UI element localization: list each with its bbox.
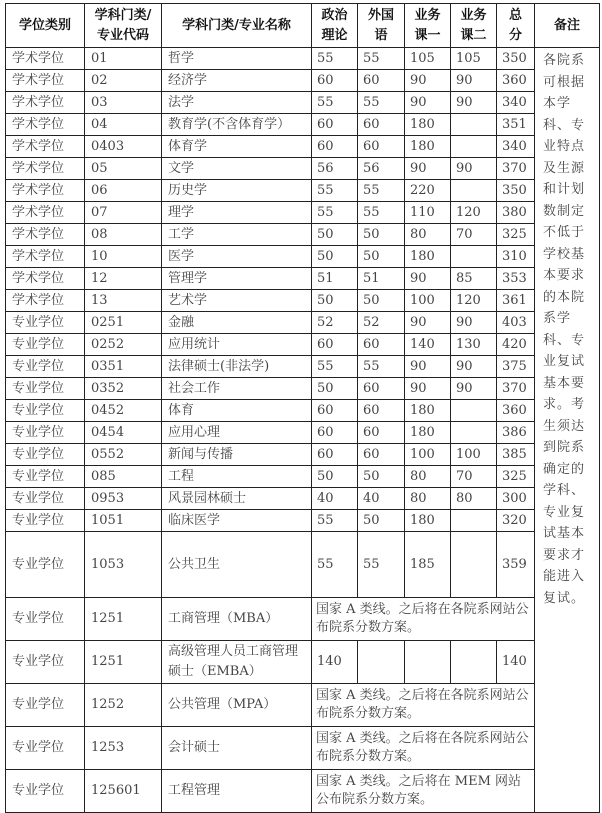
total-score-cell: 300 [497,488,535,510]
total-score-cell: 351 [497,114,535,136]
total-score-cell: 359 [497,532,535,598]
politics-score-cell: 60 [312,114,358,136]
table-row [6,158,600,180]
major-name-cell: 公共卫生 [162,532,312,598]
note-cell: 国家 A 类线。之后将在 MEM 网站公布院系分数方案。 [312,770,535,813]
code-cell: 1053 [85,532,162,598]
total-score-cell: 370 [497,158,535,180]
major-name-cell: 社会工作 [162,378,312,400]
course-2-score-cell [451,246,497,268]
foreign-language-score-cell: 55 [358,532,405,598]
course-2-score-cell [451,114,497,136]
code-cell: 085 [85,466,162,488]
politics-score-cell: 50 [312,224,358,246]
major-name-cell: 文学 [162,158,312,180]
course-1-score-cell: 180 [405,400,451,422]
total-score-cell: 353 [497,268,535,290]
course-2-score-cell: 90 [451,312,497,334]
foreign-language-score-cell: 55 [358,356,405,378]
politics-score-cell: 60 [312,334,358,356]
degree-type-cell: 专业学位 [6,356,85,378]
total-score-cell: 325 [497,466,535,488]
major-name-cell: 医学 [162,246,312,268]
code-cell: 0252 [85,334,162,356]
course-2-score-cell [451,422,497,444]
degree-type-cell: 专业学位 [6,641,85,684]
table-row [6,378,600,400]
code-cell: 0953 [85,488,162,510]
politics-score-cell: 55 [312,202,358,224]
code-cell: 05 [85,158,162,180]
table-row [6,114,600,136]
code-cell: 1251 [85,641,162,684]
foreign-language-score-cell: 56 [358,158,405,180]
table-row [6,770,600,813]
politics-score-cell: 140 [312,641,358,684]
course-1-score-cell: 220 [405,180,451,202]
degree-type-cell: 专业学位 [6,334,85,356]
politics-score-cell: 50 [312,290,358,312]
note-cell: 国家 A 类线。之后将在各院系网站公布院系分数方案。 [312,684,535,727]
total-score-cell: 350 [497,48,535,70]
header-course-1: 业务 课一 [405,4,451,48]
major-name-cell: 应用统计 [162,334,312,356]
degree-type-cell: 专业学位 [6,598,85,641]
course-1-score-cell: 180 [405,136,451,158]
table-row [6,488,600,510]
course-1-score-cell: 80 [405,224,451,246]
degree-type-cell: 学术学位 [6,136,85,158]
politics-score-cell: 55 [312,180,358,202]
politics-score-cell: 55 [312,92,358,114]
course-2-score-cell: 120 [451,202,497,224]
degree-type-cell: 专业学位 [6,378,85,400]
course-2-score-cell: 120 [451,290,497,312]
degree-type-cell: 学术学位 [6,92,85,114]
foreign-language-score-cell: 50 [358,510,405,532]
major-name-cell: 工程 [162,466,312,488]
foreign-language-score-cell: 60 [358,400,405,422]
total-score-cell: 420 [497,334,535,356]
foreign-language-score-cell: 40 [358,488,405,510]
table-row [6,444,600,466]
table-row [6,532,600,598]
major-name-cell: 工学 [162,224,312,246]
course-2-score-cell: 100 [451,444,497,466]
politics-score-cell: 50 [312,378,358,400]
code-cell: 0251 [85,312,162,334]
course-2-score-cell [451,400,497,422]
major-name-cell: 应用心理 [162,422,312,444]
table-row [6,268,600,290]
major-name-cell: 工商管理（MBA） [162,598,312,641]
code-cell: 1251 [85,598,162,641]
table-row [6,136,600,158]
foreign-language-score-cell [358,641,405,684]
table-row [6,641,600,684]
politics-score-cell: 50 [312,466,358,488]
score-table [5,3,600,813]
major-name-cell: 工程管理 [162,770,312,813]
code-cell: 10 [85,246,162,268]
table-row [6,466,600,488]
politics-score-cell: 55 [312,510,358,532]
foreign-language-score-cell: 50 [358,224,405,246]
header-foreign-language: 外国 语 [358,4,405,48]
table-row [6,727,600,770]
code-cell: 125601 [85,770,162,813]
foreign-language-score-cell: 55 [358,180,405,202]
course-2-score-cell: 90 [451,356,497,378]
code-cell: 03 [85,92,162,114]
course-1-score-cell: 80 [405,488,451,510]
code-cell: 1252 [85,684,162,727]
politics-score-cell: 60 [312,400,358,422]
header-code: 学科门类/ 专业代码 [85,4,162,48]
course-2-score-cell [451,510,497,532]
major-name-cell: 哲学 [162,48,312,70]
course-2-score-cell [451,641,497,684]
course-1-score-cell: 90 [405,378,451,400]
total-score-cell: 386 [497,422,535,444]
politics-score-cell: 50 [312,246,358,268]
header-degree-type: 学位类别 [6,4,85,48]
course-1-score-cell: 90 [405,268,451,290]
course-1-score-cell: 90 [405,312,451,334]
major-name-cell: 法学 [162,92,312,114]
foreign-language-score-cell: 60 [358,444,405,466]
degree-type-cell: 专业学位 [6,312,85,334]
politics-score-cell: 60 [312,444,358,466]
table-row [6,246,600,268]
course-2-score-cell: 70 [451,466,497,488]
major-name-cell: 会计硕士 [162,727,312,770]
course-1-score-cell: 100 [405,290,451,312]
major-name-cell: 历史学 [162,180,312,202]
table-row [6,422,600,444]
politics-score-cell: 55 [312,48,358,70]
politics-score-cell: 55 [312,356,358,378]
degree-type-cell: 专业学位 [6,466,85,488]
total-score-cell: 403 [497,312,535,334]
total-score-cell: 320 [497,510,535,532]
major-name-cell: 艺术学 [162,290,312,312]
course-1-score-cell: 80 [405,466,451,488]
major-name-cell: 风景园林硕士 [162,488,312,510]
politics-score-cell: 60 [312,422,358,444]
foreign-language-score-cell: 60 [358,422,405,444]
foreign-language-score-cell: 55 [358,48,405,70]
course-1-score-cell [405,641,451,684]
code-cell: 0403 [85,136,162,158]
degree-type-cell: 专业学位 [6,444,85,466]
foreign-language-score-cell: 60 [358,136,405,158]
total-score-cell: 340 [497,92,535,114]
table-row [6,400,600,422]
foreign-language-score-cell: 60 [358,114,405,136]
table-row [6,92,600,114]
course-1-score-cell: 180 [405,510,451,532]
foreign-language-score-cell: 60 [358,378,405,400]
foreign-language-score-cell: 51 [358,268,405,290]
major-name-cell: 理学 [162,202,312,224]
course-1-score-cell: 90 [405,158,451,180]
code-cell: 06 [85,180,162,202]
code-cell: 12 [85,268,162,290]
degree-type-cell: 专业学位 [6,770,85,813]
total-score-cell: 385 [497,444,535,466]
course-2-score-cell [451,136,497,158]
course-1-score-cell: 110 [405,202,451,224]
table-row [6,312,600,334]
course-2-score-cell: 90 [451,158,497,180]
politics-score-cell: 60 [312,136,358,158]
total-score-cell: 340 [497,136,535,158]
total-score-cell: 325 [497,224,535,246]
total-score-cell: 310 [497,246,535,268]
foreign-language-score-cell: 50 [358,290,405,312]
code-cell: 0352 [85,378,162,400]
code-cell: 01 [85,48,162,70]
code-cell: 0454 [85,422,162,444]
course-1-score-cell: 180 [405,246,451,268]
header-total: 总 分 [497,4,535,48]
course-2-score-cell: 90 [451,70,497,92]
foreign-language-score-cell: 55 [358,92,405,114]
course-1-score-cell: 100 [405,444,451,466]
degree-type-cell: 专业学位 [6,684,85,727]
table-row [6,334,600,356]
course-2-score-cell [451,180,497,202]
foreign-language-score-cell: 60 [358,70,405,92]
code-cell: 1051 [85,510,162,532]
total-score-cell: 140 [497,641,535,684]
code-cell: 13 [85,290,162,312]
politics-score-cell: 55 [312,532,358,598]
politics-score-cell: 51 [312,268,358,290]
course-1-score-cell: 140 [405,334,451,356]
course-2-score-cell: 70 [451,224,497,246]
major-name-cell: 临床医学 [162,510,312,532]
course-1-score-cell: 90 [405,70,451,92]
header-row [6,4,600,48]
degree-type-cell: 学术学位 [6,70,85,92]
note-cell: 国家 A 类线。之后将在各院系网站公布院系分数方案。 [312,727,535,770]
total-score-cell: 350 [497,180,535,202]
major-name-cell: 公共管理（MPA） [162,684,312,727]
table-row [6,180,600,202]
course-1-score-cell: 185 [405,532,451,598]
foreign-language-score-cell: 50 [358,466,405,488]
total-score-cell: 361 [497,290,535,312]
major-name-cell: 高级管理人员工商管理硕士（EMBA） [162,641,312,684]
degree-type-cell: 专业学位 [6,532,85,598]
total-score-cell: 380 [497,202,535,224]
header-course-2: 业务 课二 [451,4,497,48]
major-name-cell: 金融 [162,312,312,334]
degree-type-cell: 专业学位 [6,488,85,510]
foreign-language-score-cell: 52 [358,312,405,334]
table-row [6,202,600,224]
degree-type-cell: 学术学位 [6,180,85,202]
table-row [6,356,600,378]
course-1-score-cell: 180 [405,422,451,444]
table-row [6,510,600,532]
code-cell: 0552 [85,444,162,466]
code-cell: 02 [85,70,162,92]
header-politics: 政治 理论 [312,4,358,48]
politics-score-cell: 52 [312,312,358,334]
course-2-score-cell: 130 [451,334,497,356]
table-row [6,70,600,92]
course-2-score-cell: 80 [451,488,497,510]
table-row [6,48,600,70]
foreign-language-score-cell: 50 [358,246,405,268]
foreign-language-score-cell: 55 [358,202,405,224]
major-name-cell: 管理学 [162,268,312,290]
degree-type-cell: 学术学位 [6,246,85,268]
degree-type-cell: 学术学位 [6,290,85,312]
total-score-cell: 375 [497,356,535,378]
politics-score-cell: 40 [312,488,358,510]
politics-score-cell: 60 [312,70,358,92]
note-cell: 国家 A 类线。之后将在各院系网站公布院系分数方案。 [312,598,535,641]
degree-type-cell: 学术学位 [6,48,85,70]
foreign-language-score-cell: 60 [358,334,405,356]
degree-type-cell: 学术学位 [6,202,85,224]
total-score-cell: 360 [497,70,535,92]
table-row [6,684,600,727]
table-row [6,224,600,246]
table-row [6,290,600,312]
degree-type-cell: 专业学位 [6,510,85,532]
course-2-score-cell: 105 [451,48,497,70]
degree-type-cell: 学术学位 [6,268,85,290]
code-cell: 1253 [85,727,162,770]
major-name-cell: 体育 [162,400,312,422]
total-score-cell: 370 [497,378,535,400]
course-2-score-cell: 90 [451,92,497,114]
degree-type-cell: 专业学位 [6,400,85,422]
code-cell: 0351 [85,356,162,378]
major-name-cell: 法律硕士(非法学) [162,356,312,378]
major-name-cell: 教育学(不含体育学） [162,114,312,136]
total-score-cell: 360 [497,400,535,422]
code-cell: 08 [85,224,162,246]
politics-score-cell: 56 [312,158,358,180]
degree-type-cell: 专业学位 [6,422,85,444]
major-name-cell: 经济学 [162,70,312,92]
course-2-score-cell [451,532,497,598]
course-2-score-cell: 90 [451,378,497,400]
major-name-cell: 体育学 [162,136,312,158]
course-1-score-cell: 90 [405,356,451,378]
code-cell: 04 [85,114,162,136]
code-cell: 07 [85,202,162,224]
degree-type-cell: 专业学位 [6,727,85,770]
degree-type-cell: 学术学位 [6,158,85,180]
course-1-score-cell: 105 [405,48,451,70]
code-cell: 0452 [85,400,162,422]
course-1-score-cell: 90 [405,92,451,114]
degree-type-cell: 学术学位 [6,224,85,246]
major-name-cell: 新闻与传播 [162,444,312,466]
remark-cell: 各院系可根据本学科、专业特点及生源和计划数制定不低于学校基本要求的本院系学科、专业复试基本要求。考生须达到院系确定的学科、专业复试基本要求才能进入复试。 [535,48,600,813]
header-name: 学科门类/专业名称 [162,4,312,48]
table-row [6,598,600,641]
course-1-score-cell: 180 [405,114,451,136]
header-remark: 备注 [535,4,600,48]
course-2-score-cell: 85 [451,268,497,290]
degree-type-cell: 学术学位 [6,114,85,136]
